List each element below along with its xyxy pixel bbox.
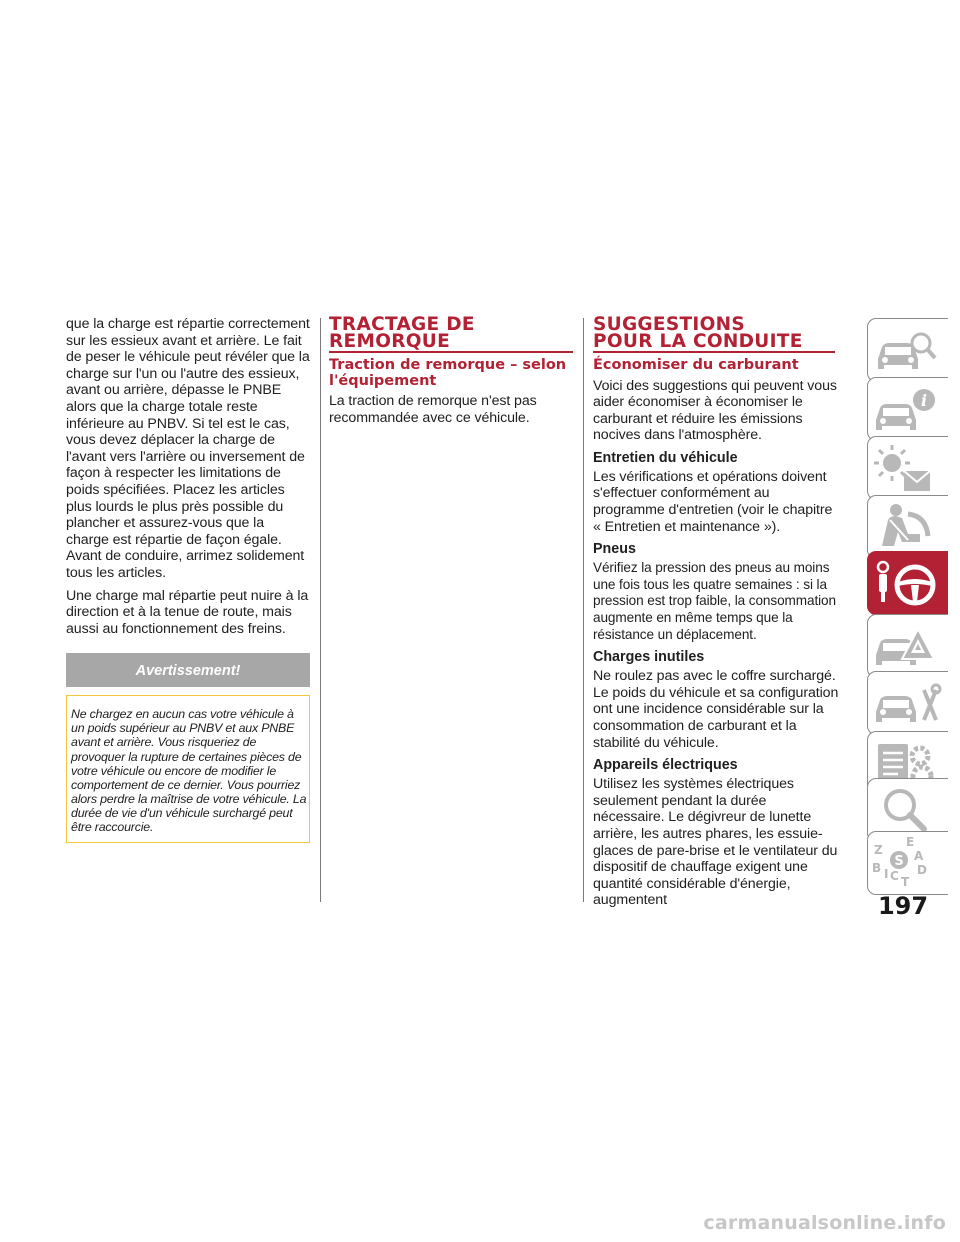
svg-text:S: S (894, 854, 904, 869)
section-title (329, 316, 573, 350)
car-search-icon (868, 319, 949, 383)
page-number: 197 (877, 892, 929, 920)
section-title (593, 316, 839, 350)
chapter-tab-emergency[interactable] (867, 614, 948, 678)
svg-text:i: i (920, 391, 928, 410)
warning-lights-icon (868, 437, 949, 501)
topic-heading: Appareils électriques (593, 757, 738, 774)
key-steering-wheel-icon (868, 552, 949, 616)
topic-text: Ne roulez pas avec le coffre surchargé. Le poids du véhicule et sa configuration ont une incidence considérable sur la consommation de carburant et la stabilité du véhicule. (593, 668, 839, 751)
chapter-tab-index[interactable] (867, 831, 948, 895)
topic-text: Vérifiez la pression des pneus au moins une fois tous les quatre semaines : si la pression est trop faible, la consommation augmente en même temps que la résistance un déplacement. (593, 560, 836, 642)
body-paragraph: Voici des suggestions qui peuvent vous aider économiser à économiser le carburant et réduire les émissions nocives dans l'atmosphère. (593, 377, 837, 444)
topic-text: Utilisez les systèmes électriques seulement pendant la durée nécessaire. Le dégivreur de lunette arrière, les autres phares, les essuie-glaces de pare-brise et le ventilateur du dispositif de chauffage exigent une quantité considérable d'énergie, augmentent (593, 776, 838, 909)
car-maintenance-icon (868, 672, 949, 736)
topic-heading: Charges inutiles (593, 649, 705, 666)
chapter-tab-dashboard[interactable] (867, 377, 948, 441)
topic-heading: Entretien du véhicule (593, 449, 738, 466)
svg-text:E: E (906, 835, 915, 849)
topic-heading: Pneus (593, 541, 636, 558)
svg-text:A: A (914, 849, 924, 863)
chapter-tab-knowing-vehicle[interactable] (867, 318, 948, 382)
right-column (593, 316, 839, 915)
svg-text:Z: Z (874, 843, 883, 857)
subsection-title: Traction de remorque – selon l'équipement (329, 357, 567, 389)
section-title-line2: POUR LA CONDUITE (593, 331, 803, 352)
car-info-icon (868, 378, 949, 442)
column-divider (320, 318, 321, 902)
chapter-tab-safety[interactable] (867, 495, 948, 559)
warning-title: Avertissement! (66, 653, 310, 687)
svg-text:C: C (890, 869, 899, 883)
chapter-tab-starting-driving[interactable] (867, 551, 948, 615)
chapter-tab-warning-lights[interactable] (867, 436, 948, 500)
chapter-tab-maintenance[interactable] (867, 671, 948, 735)
warning-box (66, 695, 310, 843)
body-paragraph: que la charge est répartie correctement sur les essieux avant et arrière. Le fait de peser le véhicule peut révéler que la charge sur l'un ou l'autre des essieux, avant ou arrière, dépasse le PNBE alors que la charge totale reste inférieure au PNBV. Si tel est le cas, vous devez déplacer la charge de l'avant vers l'arrière ou inversement de façon à respecter les limitations de poids spécifiées. Placez les articles plus lourds le plus près possible du plancher et assurez-vous que la charge est répartie de façon égale. Avant de conduire, arrimez solidement tous les articles. (66, 316, 310, 581)
left-column (66, 316, 310, 843)
warning-text: Ne chargez en aucun cas votre véhicule à un poids supérieur au PNBV et aux PNBE avant et arrière. Vous risqueriez de provoquer la rupture de certaines pièces de votre véhicule ou encore de modifier le comportement de ce dernier. Vous pourriez alors perdre la maîtrise de votre véhicule. La durée de vie d'un véhicule surchargé peut être raccourcie. (71, 707, 307, 835)
subsection-title: Économiser du carburant (593, 357, 799, 373)
body-paragraph: Une charge mal répartie peut nuire à la direction et à la tenue de route, mais aussi au fonctionnement des freins. (66, 587, 309, 637)
section-title-line1: TRACTAGE DE (329, 314, 475, 335)
body-paragraph: La traction de remorque n'est pas recommandée avec ce véhicule. (329, 393, 537, 426)
car-emergency-icon (868, 615, 949, 679)
svg-text:I: I (884, 867, 889, 881)
svg-text:T: T (901, 875, 910, 889)
topic-text: Les vérifications et opérations doivent s'effectuer conformément au programme d'entretien (voir le chapitre « Entretien et maintenance »). (593, 468, 833, 535)
svg-text:D: D (917, 863, 927, 877)
column-divider (583, 318, 584, 902)
svg-text:B: B (872, 861, 882, 875)
section-title-line1: SUGGESTIONS (593, 314, 746, 335)
middle-column (329, 316, 573, 432)
watermark: carmanualsonline.info (703, 1212, 946, 1234)
alphabetical-index-icon (868, 832, 949, 896)
section-title-line2: REMORQUE (329, 331, 451, 352)
